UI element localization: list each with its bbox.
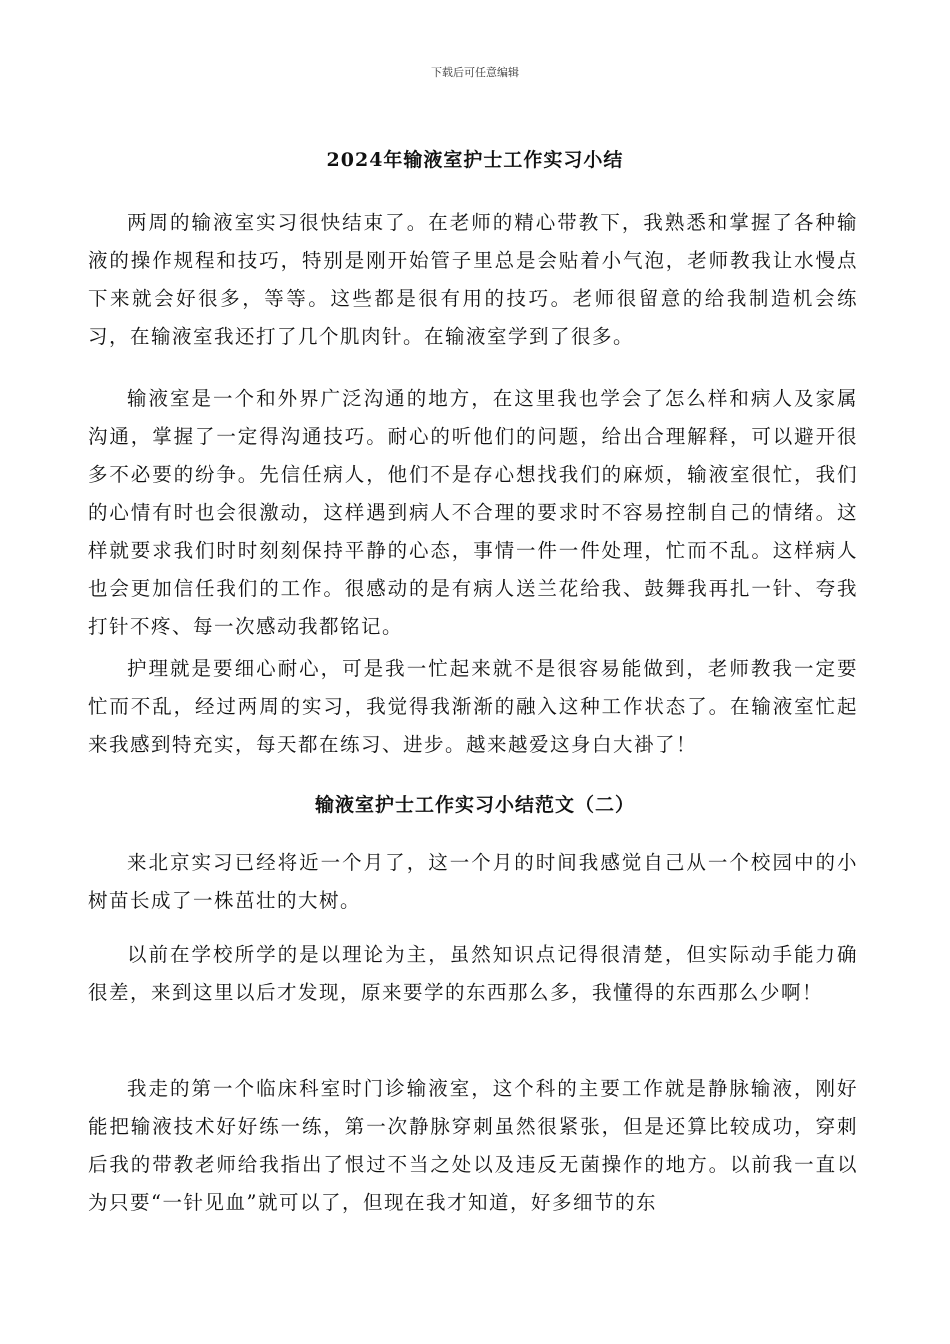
- section-title: 输液室护士工作实习小结范文（二）: [314, 794, 635, 816]
- header-note: 下载后可任意编辑: [431, 66, 519, 79]
- paragraph-1: 两周的输液室实习很快结束了。在老师的精心带教下，我熟悉和掌握了各种输液的操作规程和技巧，特别是刚开始管子里总是会贴着小气泡，老师教我让水慢点下来就会好很多，等等。这些都是很有用的技巧。老师很留意的给我制造机会练习，在输液室我还打了几个肌肉针。在输液室学到了很多。: [88, 211, 858, 348]
- paragraph-2: 输液室是一个和外界广泛沟通的地方，在这里我也学会了怎么样和病人及家属沟通，掌握了一定得沟通技巧。耐心的听他们的问题，给出合理解释，可以避开很多不必要的纷争。先信任病人，他们不是存心想找我们的麻烦，输液室很忙，我们的心情有时也会很激动，这样遇到病人不合理的要求时不容易控制自己的情绪。这样就要求我们时时刻刻保持平静的心态，事情一件一件处理，忙而不乱。这样病人也会更加信任我们的工作。很感动的是有病人送兰花给我、鼓舞我再扎一针、夸我打针不疼、每一次感动我都铭记。: [88, 387, 858, 638]
- paragraph-3: 护理就是要细心耐心，可是我一忙起来就不是很容易能做到，老师教我一定要忙而不乱，经过两周的实习，我觉得我渐渐的融入这种工作状态了。在输液室忙起来我感到特充实，每天都在练习、进步。越来越爱这身白大褂了！: [88, 657, 858, 756]
- paragraph-5: 以前在学校所学的是以理论为主，虽然知识点记得很清楚，但实际动手能力确很差，来到这里以后才发现，原来要学的东西那么多，我懂得的东西那么少啊！: [88, 943, 858, 1004]
- paragraph-6: 我走的第一个临床科室时门诊输液室，这个科的主要工作就是静脉输液，刚好能把输液技术好好练一练，第一次静脉穿刺虽然很紧张，但是还算比较成功，穿刺后我的带教老师给我指出了恨过不当之处以及违反无菌操作的地方。以前我一直以为只要“一针见血”就可以了，但现在我才知道，好多细节的东: [88, 1077, 858, 1214]
- paragraph-4: 来北京实习已经将近一个月了，这一个月的时间我感觉自己从一个校园中的小树苗长成了一株茁壮的大树。: [88, 851, 858, 912]
- document-title: 2024年输液室护士工作实习小结: [326, 149, 624, 171]
